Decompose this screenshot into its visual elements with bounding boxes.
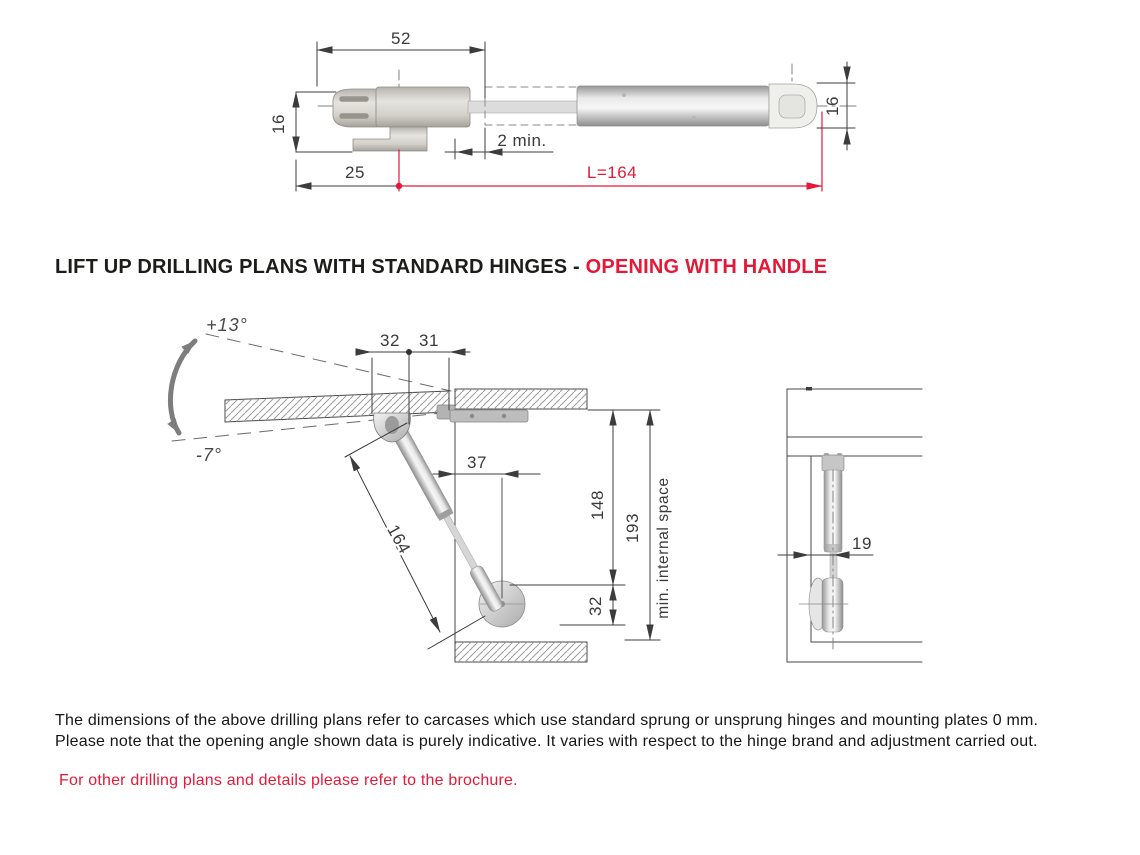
angle-open-label: +13° [206, 315, 248, 335]
dim-148-label: 148 [588, 490, 607, 520]
dim-164-label: 164 [383, 521, 415, 558]
gas-spring-angled [393, 429, 505, 613]
cabinet-bottom-panel [455, 642, 587, 662]
brochure-note: For other drilling plans and details please refer to the brochure. [59, 772, 518, 789]
carcase-outline [787, 389, 922, 662]
front-end-fitting [822, 578, 843, 632]
cylinder [577, 86, 769, 126]
dim-2min-label: 2 min. [497, 131, 547, 150]
cabinet-top-panel [455, 389, 587, 409]
note-line-2: Please note that the opening angle shown data is purely indicative. It varies with respect to the hinge brand and adjustment carried out. [55, 733, 1038, 750]
dim-193-label: 193 [623, 513, 642, 543]
dim-16-right-label: 16 [823, 96, 842, 116]
dim-32-top-label: 32 [380, 331, 400, 350]
dim-32-bottom-label: 32 [586, 596, 605, 616]
mount-body [376, 87, 470, 127]
cabinet-front-view [778, 387, 922, 662]
end-cap-left [333, 89, 378, 127]
cylinder-hole [622, 93, 626, 97]
end-fitting-eye [779, 95, 805, 118]
dim-19-label: 19 [852, 534, 872, 553]
cabinet-section-view [170, 315, 672, 662]
open-position-dashed [206, 334, 451, 391]
angle-close-label: -7° [195, 445, 223, 465]
spring-rod [444, 515, 480, 572]
panel-tick [806, 387, 812, 391]
front-rod [830, 552, 837, 580]
flap-door [225, 391, 449, 422]
min-internal-space-label: min. internal space [655, 477, 672, 619]
dim-length-label: L=164 [586, 163, 638, 182]
front-bracket [822, 455, 844, 471]
title-red: OPENING WITH HANDLE [585, 256, 828, 278]
note-line-1: The dimensions of the above drilling plans refer to carcases which use standard sprung or unsprung hinges and mounting plates 0 mm. [55, 712, 1039, 729]
title-black: LIFT UP DRILLING PLANS WITH STANDARD HINGES - [55, 256, 586, 278]
cylinder-hole [692, 116, 696, 120]
dim-25-label: 25 [345, 163, 365, 182]
dim-37-label: 37 [467, 453, 487, 472]
notes-block [55, 710, 1038, 752]
gas-spring-front [799, 453, 848, 650]
gas-spring-top-view [269, 29, 856, 191]
dim-16-left-label: 16 [269, 114, 288, 134]
angle-arc-arrow [170, 341, 195, 433]
dim-31-label: 31 [419, 331, 439, 350]
section-title [55, 256, 827, 279]
dim-52-label: 52 [391, 29, 411, 48]
mount-foot [353, 127, 427, 151]
